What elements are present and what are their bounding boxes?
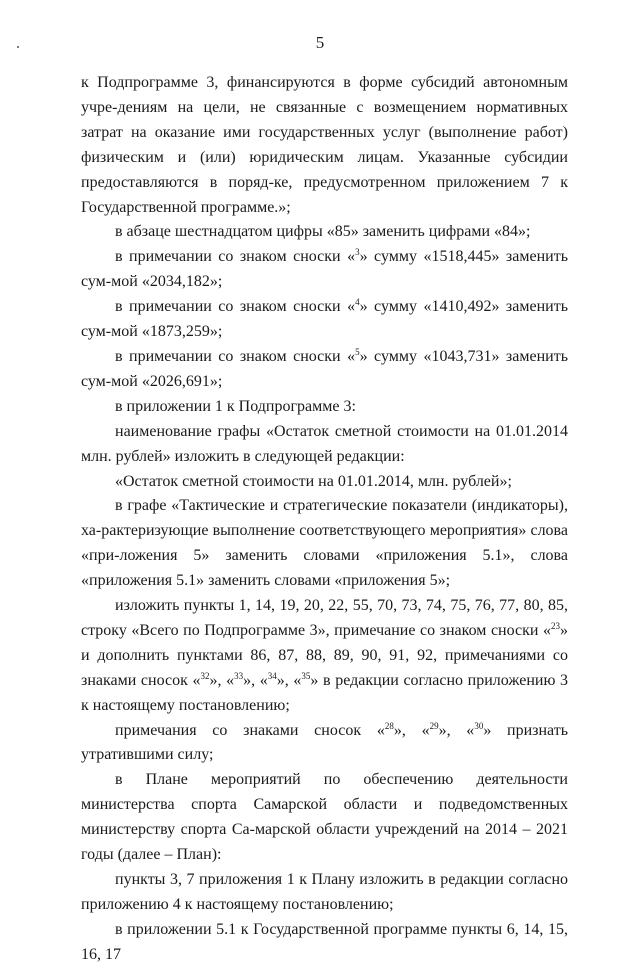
paragraph-text: в графе «Тактические и стратегические показатели (индикаторы), ха-рактеризующие выполнение соответствующего мероприятия» слова «при-ложения 5» заменить словами «приложения 5.1», слова «приложения 5.1» заменить словами «приложения 5»; — [81, 497, 568, 590]
paragraph — [81, 470, 568, 495]
paragraph — [81, 868, 568, 918]
footnote-mark: 29 — [429, 720, 439, 731]
paragraph-text: в приложении 5.1 к Государственной программе пункты 6, 14, 15, 16, 17 — [81, 920, 568, 963]
paragraph-text: в абзаце шестнадцатом цифры «85» заменить цифрами «84»; — [115, 223, 531, 241]
footnote-mark: 23 — [551, 620, 560, 631]
paragraph-text: «Остаток сметной стоимости на 01.01.2014, млн. рублей»; — [115, 472, 512, 490]
footnote-mark: 30 — [474, 720, 484, 731]
paragraph-text: пункты 3, 7 приложения 1 к Плану изложить в редакции согласно приложению 4 к настоящему постановлению; — [81, 871, 568, 913]
paragraph-text: », « — [393, 721, 430, 739]
paragraph-text: в примечании со знаком сноски « — [115, 248, 356, 266]
paragraph-text: » сумму «1518,445» заменить сум-мой «2034,182»; — [81, 248, 568, 291]
paragraph — [81, 594, 568, 719]
paragraph — [81, 245, 568, 295]
footnote-mark: 4 — [355, 297, 360, 308]
paragraph — [81, 345, 568, 395]
paragraph — [81, 768, 568, 868]
footnote-mark: 3 — [355, 247, 360, 258]
paragraph — [81, 295, 568, 345]
footnote-mark: 33 — [234, 670, 244, 681]
paragraph-text: » в редакции согласно приложению 3 к настоящему постановлению; — [81, 671, 569, 714]
paragraph-text: » сумму «1410,492» заменить сум-мой «1873,259»; — [81, 298, 568, 341]
paragraph — [81, 395, 568, 420]
paragraph — [81, 420, 568, 470]
paragraph — [81, 719, 568, 769]
paragraph — [81, 494, 568, 594]
paragraph-text: », « — [276, 671, 302, 689]
paragraph-text: » и дополнить пунктами 86, 87, 88, 89, 90, 91, 92, примечаниями со знаками сносок « — [81, 621, 568, 689]
paragraph-text: наименование графы «Остаток сметной стоимости на 01.01.2014 млн. рублей» изложить в следующей редакции: — [81, 422, 568, 465]
paragraph-text: примечания со знаками сносок « — [115, 721, 385, 739]
paragraph-text: к Подпрограмме 3, финансируются в форме субсидий автономным учре-дениям на цели, не связанные с возмещением нормативных затрат на оказание ими государственных услуг (выполнение работ) физическим и (или) юридическим лицам. Указанные субсидии предоставляются в поряд-ке, предусмотренном приложением 7 к Государственной программе.»; — [81, 74, 568, 216]
paragraph-text: », « — [209, 671, 235, 689]
paragraph-text: в примечании со знаком сноски « — [115, 347, 356, 365]
paragraph-text: изложить пункты 1, 14, 19, 20, 22, 55, 70, 73, 74, 75, 76, 77, 80, 85, строку «Всего по Подпрограмме 3», примечание со знаком сноски « — [81, 597, 568, 639]
paragraph-text: в примечании со знаком сноски « — [115, 298, 356, 316]
footnote-mark: 5 — [355, 346, 360, 357]
paragraph-text: в Плане мероприятий по обеспечению деятельности министерства спорта Самарской области и подведомственных министерству спорта Са-марской области учреждений на 2014 – 2021 годы (далее – План): — [81, 771, 568, 864]
footnote-mark: 28 — [384, 720, 394, 731]
paragraph-text: », « — [438, 721, 475, 739]
paragraph-text: », « — [243, 671, 268, 689]
footnote-mark: 32 — [200, 670, 210, 681]
page-number: 5 — [315, 33, 325, 52]
paragraph-text: в приложении 1 к Подпрограмме 3: — [115, 397, 356, 415]
paragraph — [81, 220, 568, 245]
paragraph-text: » признать утратившими силу; — [81, 721, 569, 764]
paragraph — [81, 918, 568, 968]
footnote-mark: 35 — [301, 670, 311, 681]
footnote-mark: 34 — [267, 670, 277, 681]
paragraph-text: » сумму «1043,731» заменить сум-мой «2026,691»; — [81, 347, 568, 390]
paragraph — [81, 71, 568, 220]
body-text — [81, 71, 568, 968]
